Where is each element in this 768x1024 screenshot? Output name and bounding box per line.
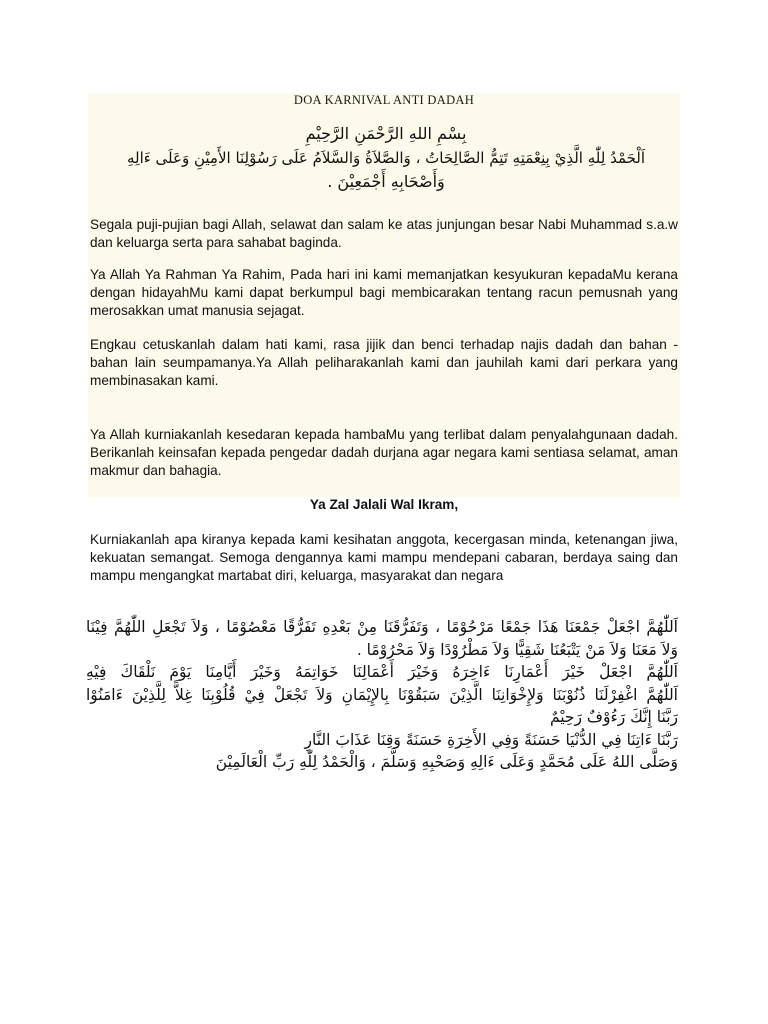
arabic-opening-line: بِسْمِ اللهِ الرَّحْمَنِ الرَّحِيْمِ: [305, 124, 467, 143]
arabic-prayer-line: رَبَّنَا ءَاتِنَا فِي الدُّنْيَا حَسَنَةً وَفِي الأَخِرَةِ حَسَنَةً وَقِنَا عَذَابَ النَّارِ: [304, 730, 678, 749]
page-title: DOA KARNIVAL ANTI DADAH: [293, 93, 475, 107]
paragraph-1: Segala puji-pujian bagi Allah, selawat dan salam ke atas junjungan besar Nabi Muhammad s.a.w dan keluarga serta para sahabat baginda.: [90, 217, 678, 250]
arabic-prayer-line: اَللّٰهُمَّ اجْعَلْ جَمْعَنَا هَذَا جَمْعًا مَرْحُوْمًا ، وَتَفَرُّقَنَا مِنْ بَعْدِهِ تَفَرُّقًا مَعْصُوْمًا ، وَلاَ تَجْعَلِ اللّٰهُمَّ فِيْنَا: [86, 618, 678, 636]
arabic-closing-prayer: [86, 616, 678, 774]
arabic-prayer-line: اَللّٰهُمَّ اغْفِرْلَنَا ذُنُوْبَنَا وَلإِخْوَانِنَا الَّذِيْنَ سَبَقُوْنَا بِالإِيْمَانِ وَلاَ تَجْعَلْ فِيْ قُلُوْبِنَا غِلاًّ لِلَّذِيْنَ ءَامَنُوْا: [86, 685, 678, 704]
arabic-opening: [96, 122, 676, 194]
arabic-opening-line: وَأَصْحَابِهِ أَجْمَعِيْنَ .: [327, 172, 445, 191]
arabic-prayer-line: وَلاَ مَعَنَا وَلاَ مَنْ يَتْبَعُنَا شَقِيًّا وَلاَ مَطْرُوْدًا وَلاَ مَحْرُوْمًا .: [356, 640, 678, 659]
section-title: Ya Zal Jalali Wal Ikram,: [309, 497, 459, 512]
arabic-prayer-line: اَللّٰهُمَّ اجْعَلْ خَيْرَ أَعْمَارِنَا ءَاخِرَهُ وَخَيْرَ أَعْمَالِنَا خَوَاتِمَهُ وَخَيْرَ أَيَّامِنَا يَوْمَ نَلْقَاكَ فِيْهِ: [86, 663, 678, 681]
paragraph-2: Ya Allah Ya Rahman Ya Rahim, Pada hari ini kami memanjatkan kesyukuran kepadaMu kerana dengan hidayahMu kami dapat berkumpul bagi membicarakan tentang racun pemusnah yang merosakkan umat manusia sejagat.: [90, 267, 678, 318]
arabic-opening-line: اَلْحَمْدُ لِلّٰهِ الَّذِيْ بِنِعْمَتِهِ تَتِمُّ الصَّالِحَاتُ ، وَالصَّلاَةُ وَالسَّلاَمُ عَلَى رَسُوْلِنَا الأَمِيْنِ وَعَلَى ءَالِهِ: [126, 149, 646, 167]
paragraph-4: Ya Allah kurniakanlah kesedaran kepada hambaMu yang terlibat dalam penyalahgunaan dadah. Berikanlah keinsafan kepada pengedar dadah durjana agar negara kami sentiasa selamat, aman makmur dan bahagia.: [90, 427, 678, 478]
arabic-prayer-line: رَبَّنَا إِنَّكَ رَءُوْفٌ رَحِيْمٌ: [549, 708, 678, 726]
closing-paragraph: Kurniakanlah apa kiranya kepada kami kesihatan anggota, kecergasan minda, ketenangan jiwa, kekuatan semangat. Semoga dengannya kami mampu mendepani cabaran, berdaya saing dan mampu mengangkat martabat diri, keluarga, masyarakat dan negara: [90, 532, 678, 583]
paragraph-3: Engkau cetuskanlah dalam hati kami, rasa jijik dan benci terhadap najis dadah dan bahan - bahan lain seumpamanya.Ya Allah peliharakanlah kami dan jauhilah kami dari perkara yang membinasakan kami.: [90, 337, 678, 388]
arabic-prayer-line: وَصَلَّى اللهُ عَلَى مُحَمَّدٍ وَعَلَى ءَالِهِ وَصَحْبِهِ وَسَلَّمَ ، وَالْحَمْدُ لِلّٰهِ رَبِّ الْعَالَمِيْنَ: [215, 753, 678, 771]
